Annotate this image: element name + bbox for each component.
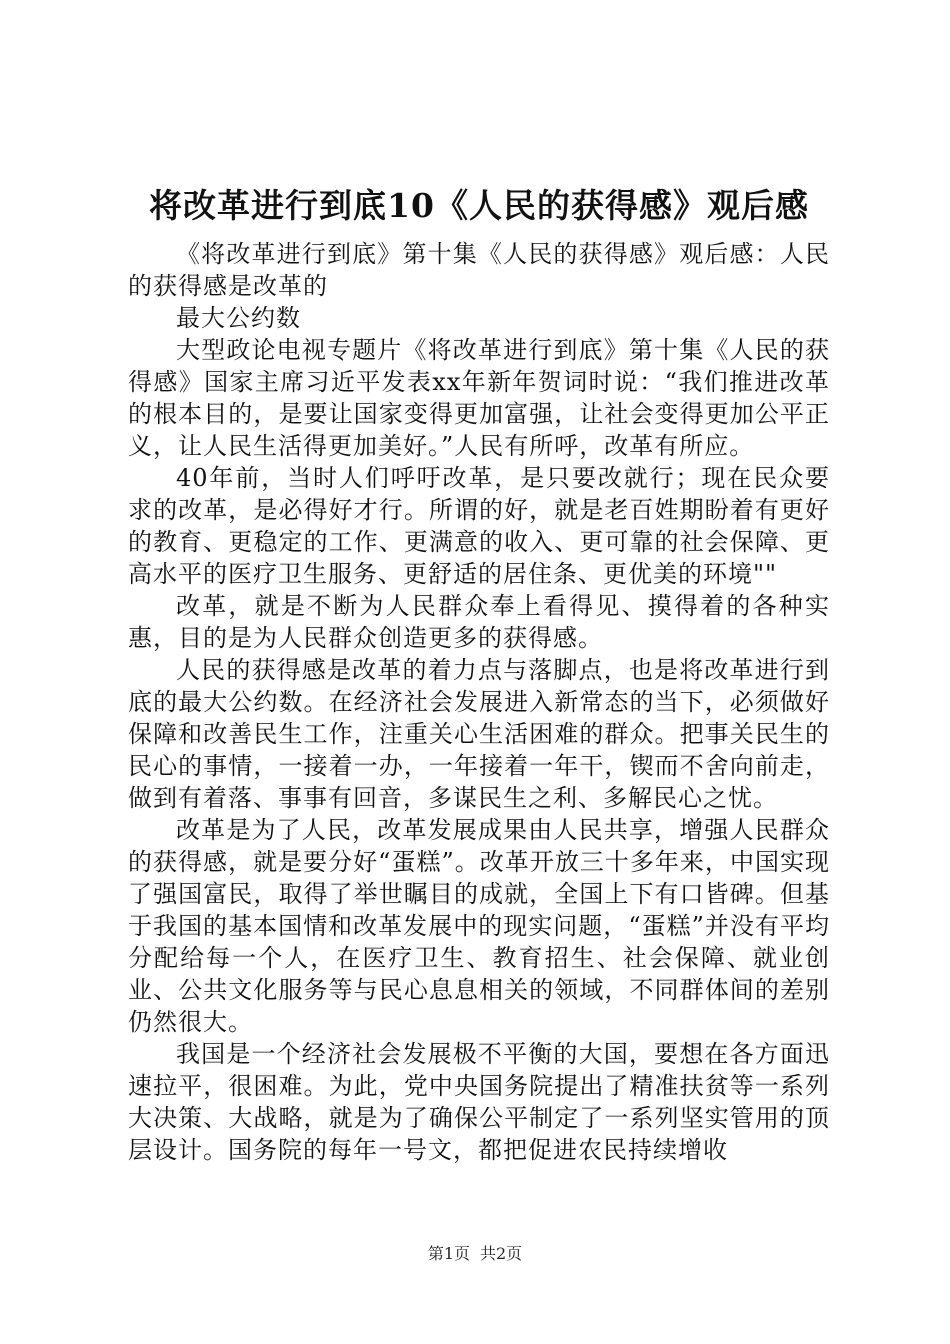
- paragraph: 40年前，当时人们呼吁改革，是只要改就行；现在民众要求的改革，是必得好才行。所谓的好，就是老百姓期盼着有更好的教育、更稳定的工作、更满意的收入、更可靠的社会保障、更高水平的医疗卫生服务、更舒适的居住条、更优美的环境"": [128, 464, 830, 588]
- document-title: 将改革进行到底10《人民的获得感》观后感: [149, 186, 809, 225]
- paragraph: 改革，就是不断为人民群众奉上看得见、摸得着的各种实惠，目的是为人民群众创造更多的获得感。: [128, 592, 830, 652]
- document-body: [128, 238, 830, 1166]
- paragraph-intro: 《将改革进行到底》第十集《人民的获得感》观后感：人民的获得感是改革的: [128, 240, 830, 300]
- paragraph-intro-continued: 最大公约数: [176, 304, 301, 332]
- paragraph: 改革是为了人民，改革发展成果由人民共享，增强人民群众的获得感，就是要分好“蛋糕”。改革开放三十多年来，中国实现了强国富民，取得了举世瞩目的成就，全国上下有口皆碑。但基于我国的基本国情和改革发展中的现实问题，“蛋糕”并没有平均分配给每一个人，在医疗卫生、教育招生、社会保障、就业创业、公共文化服务等与民心息息相关的领域，不同群体间的差别仍然很大。: [128, 816, 830, 1036]
- page-total: 共2页: [480, 1244, 523, 1263]
- page-footer: [0, 1244, 950, 1264]
- paragraph: 我国是一个经济社会发展极不平衡的大国，要想在各方面迅速拉平，很困难。为此，党中央国务院提出了精准扶贫等一系列大决策、大战略，就是为了确保公平制定了一系列坚实管用的顶层设计。国务院的每年一号文，都把促进农民持续增收: [128, 1040, 830, 1164]
- paragraph: 大型政论电视专题片《将改革进行到底》第十集《人民的获得感》国家主席习近平发表xx年新年贺词时说：“我们推进改革的根本目的，是要让国家变得更加富强，让社会变得更加公平正义，让人民生活得更加美好。”人民有所呼，改革有所应。: [128, 336, 830, 460]
- page-number: 第1页: [427, 1244, 470, 1263]
- paragraph: 人民的获得感是改革的着力点与落脚点，也是将改革进行到底的最大公约数。在经济社会发展进入新常态的当下，必须做好保障和改善民生工作，注重关心生活困难的群众。把事关民生的民心的事情，一接着一办，一年接着一年干，锲而不舍向前走，做到有着落、事事有回音，多谋民生之利、多解民心之忧。: [128, 656, 830, 812]
